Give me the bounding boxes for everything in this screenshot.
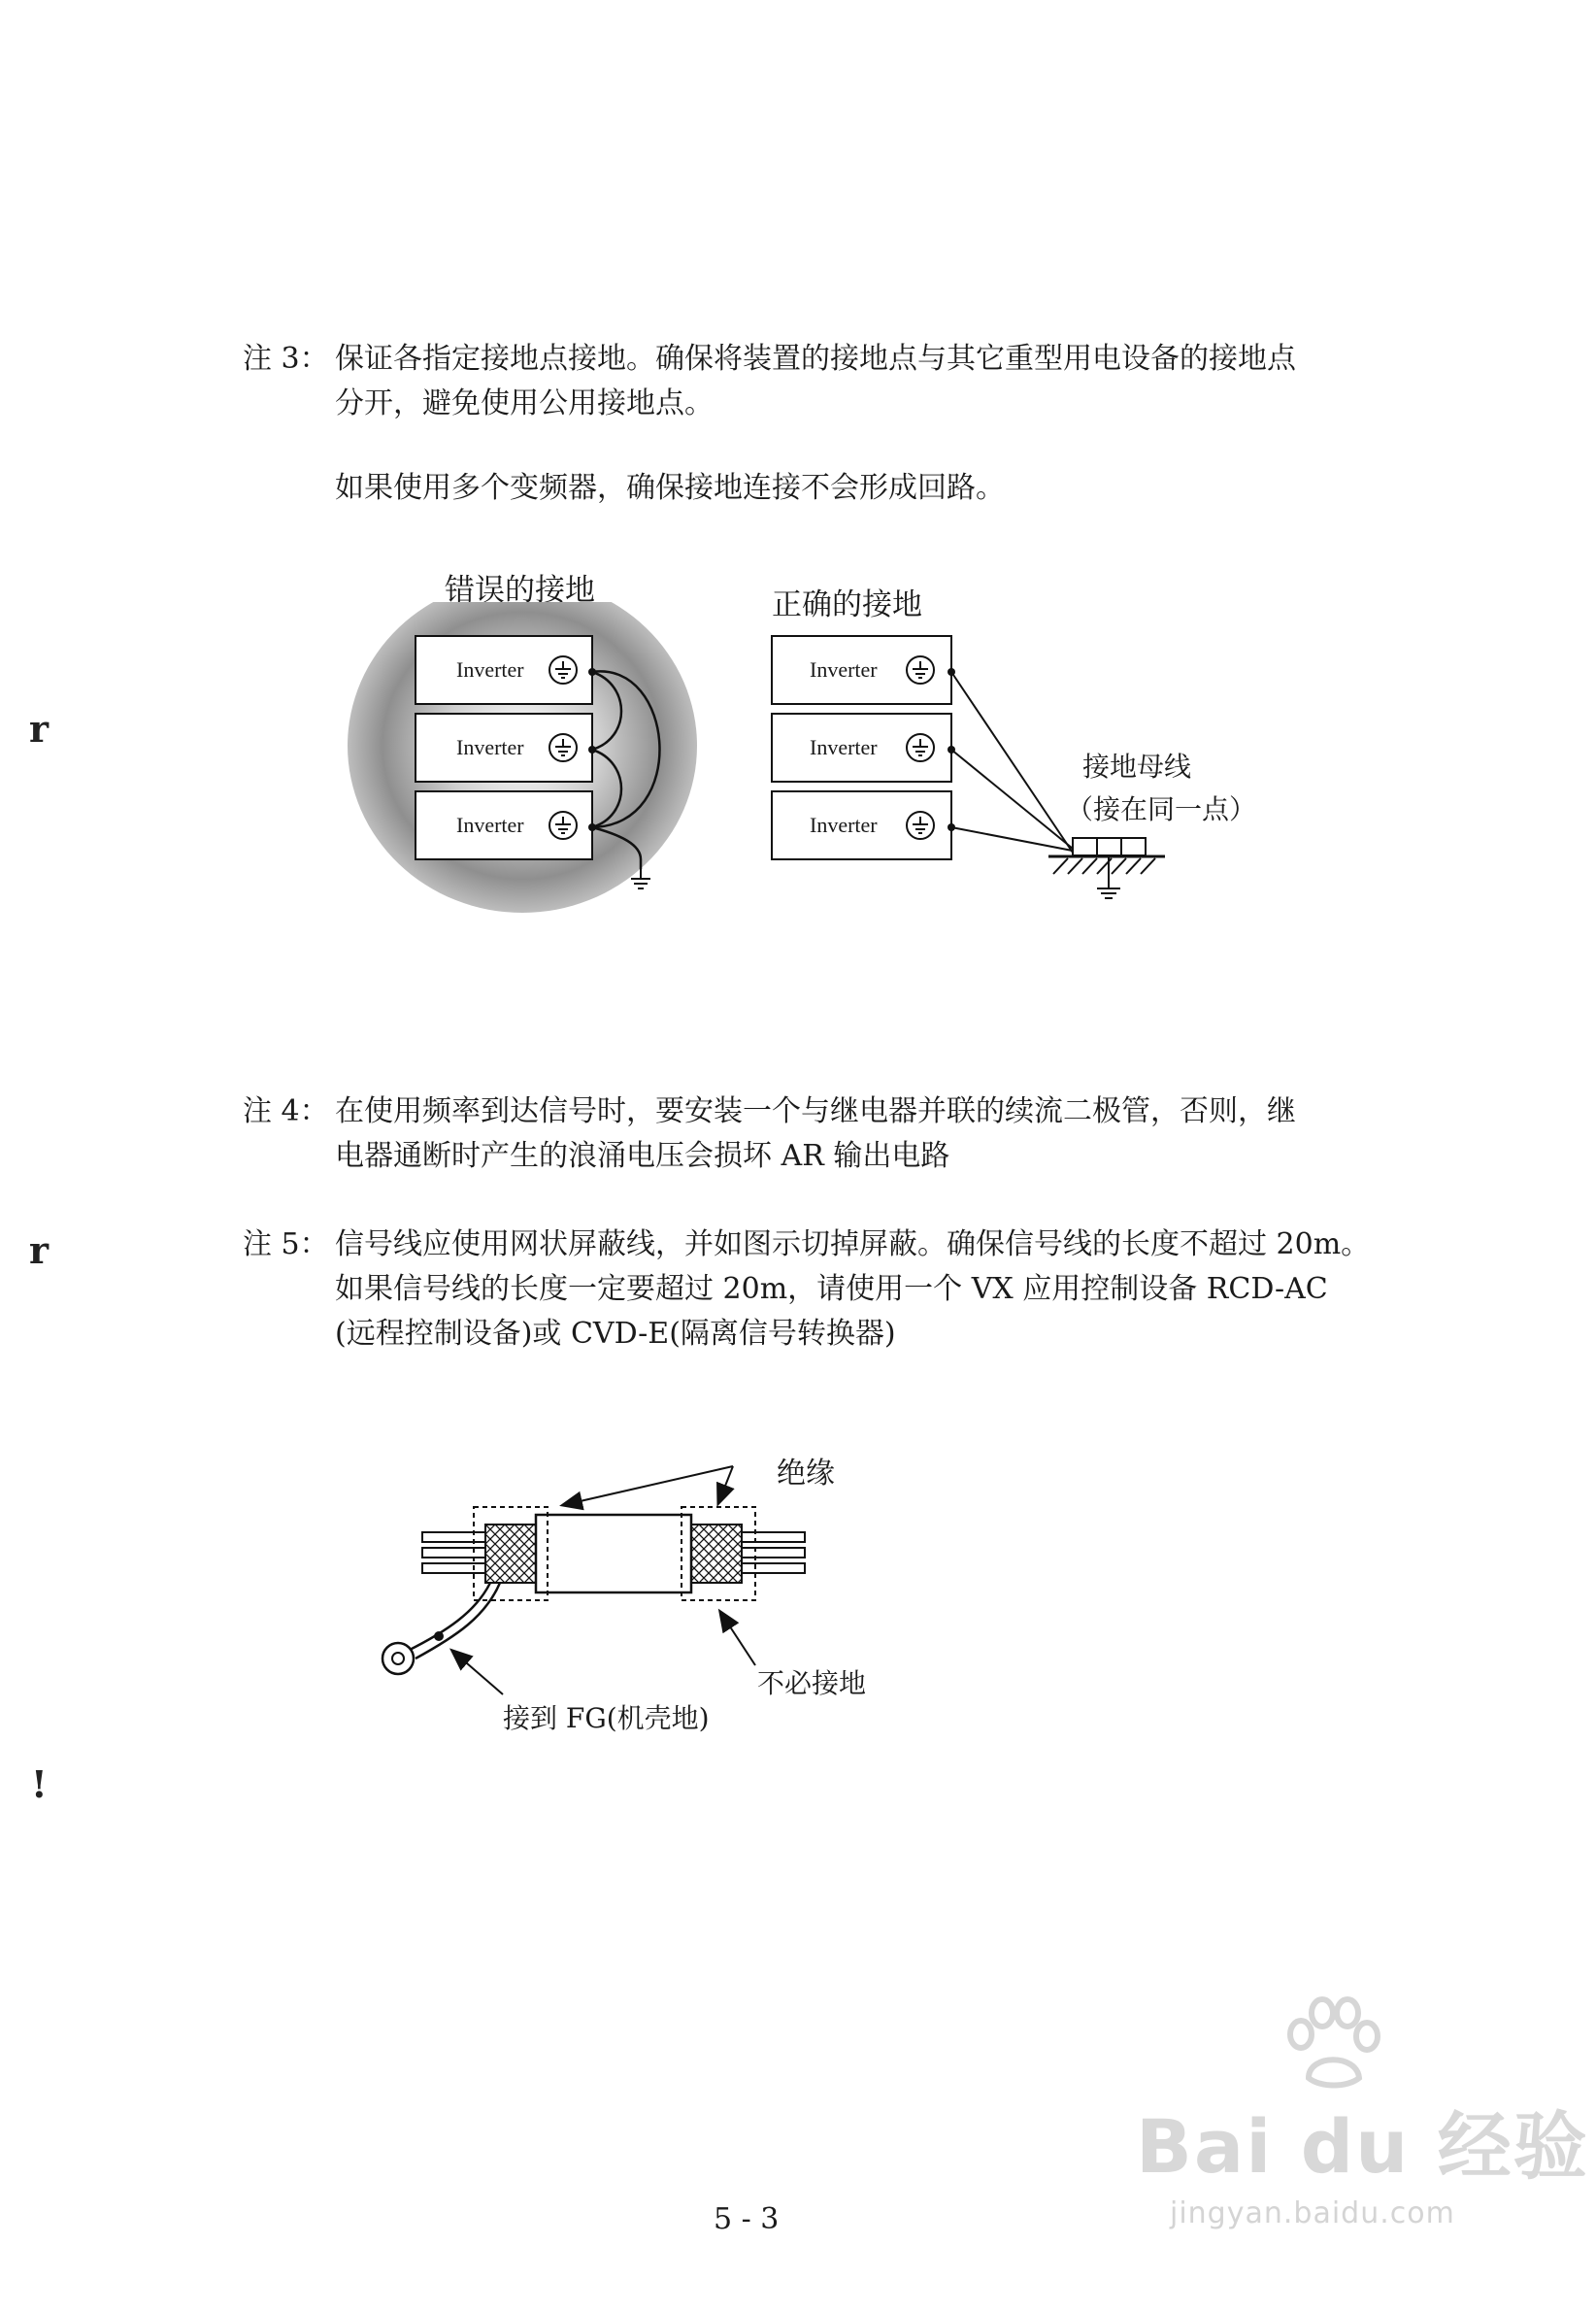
note-4-line-2: 电器通断时产生的浪涌电压会损坏 AR 输出电路: [335, 1139, 950, 1173]
fg-label: 接到 FG(机壳地): [503, 1702, 710, 1734]
paw-icon: [1280, 1995, 1386, 2093]
wrong-grounding-title: 错误的接地: [445, 573, 595, 608]
wrong-inverter-2-label: Inverter: [456, 735, 524, 759]
note-3-line-1: 保证各指定接地点接地。确保将装置的接地点与其它重型用电设备的接地点: [335, 342, 1296, 376]
no-ground-label: 不必接地: [757, 1667, 867, 1699]
correct-grounding-title: 正确的接地: [772, 587, 922, 622]
wrong-inverter-3-label: Inverter: [456, 813, 524, 837]
right-wires: [742, 1532, 805, 1573]
cable-jacket: [536, 1515, 691, 1592]
note-4-label: 注 4：: [243, 1094, 329, 1128]
wrong-inverter-1-label: Inverter: [456, 657, 524, 682]
note-5-line-2: 如果信号线的长度一定要超过 20m，请使用一个 VX 应用控制设备 RCD-AC: [335, 1272, 1328, 1306]
margin-mark: r: [29, 707, 50, 751]
margin-mark: !: [31, 1762, 48, 1806]
note-5-line-3: (远程控制设备)或 CVD-E(隔离信号转换器): [335, 1317, 896, 1351]
note-3-line-3: 如果使用多个变频器，确保接地连接不会形成回路。: [335, 471, 1005, 505]
note-3-line-2: 分开，避免使用公用接地点。: [335, 386, 714, 420]
note-3-label: 注 3：: [243, 342, 329, 376]
ground-bus-note: （接在同一点）: [1066, 793, 1257, 825]
correct-inverter-3-label: Inverter: [810, 813, 878, 837]
ground-bus-label: 接地母线: [1082, 751, 1192, 783]
no-ground-arrow: [720, 1612, 755, 1665]
correct-star-wiring: [951, 672, 1082, 853]
note-5-label: 注 5：: [243, 1227, 329, 1261]
margin-mark: r: [29, 1228, 50, 1272]
watermark-brand: Bai du 经验: [1136, 2103, 1589, 2190]
ring-terminal: [382, 1643, 414, 1674]
insulation-label: 绝缘: [777, 1457, 835, 1491]
watermark-url: jingyan.baidu.com: [1170, 2196, 1455, 2230]
correct-inverter-1-label: Inverter: [810, 657, 878, 682]
note-4-line-1: 在使用频率到达信号时，要安装一个与继电器并联的续流二极管，否则，继: [335, 1094, 1296, 1128]
correct-earth-icon: [1097, 856, 1120, 898]
correct-inverter-2-label: Inverter: [810, 735, 878, 759]
fg-arrow: [452, 1651, 503, 1694]
right-shield-mesh: [691, 1525, 742, 1583]
note-5-line-1: 信号线应使用网状屏蔽线，并如图示切掉屏蔽。确保信号线的长度不超过 20m。: [335, 1227, 1371, 1261]
insulation-arrows: [563, 1466, 733, 1505]
fg-drain-wire: [408, 1583, 500, 1659]
left-wires: [422, 1532, 485, 1573]
page-number: 5 - 3: [714, 2202, 780, 2236]
left-shield-mesh: [485, 1525, 536, 1583]
